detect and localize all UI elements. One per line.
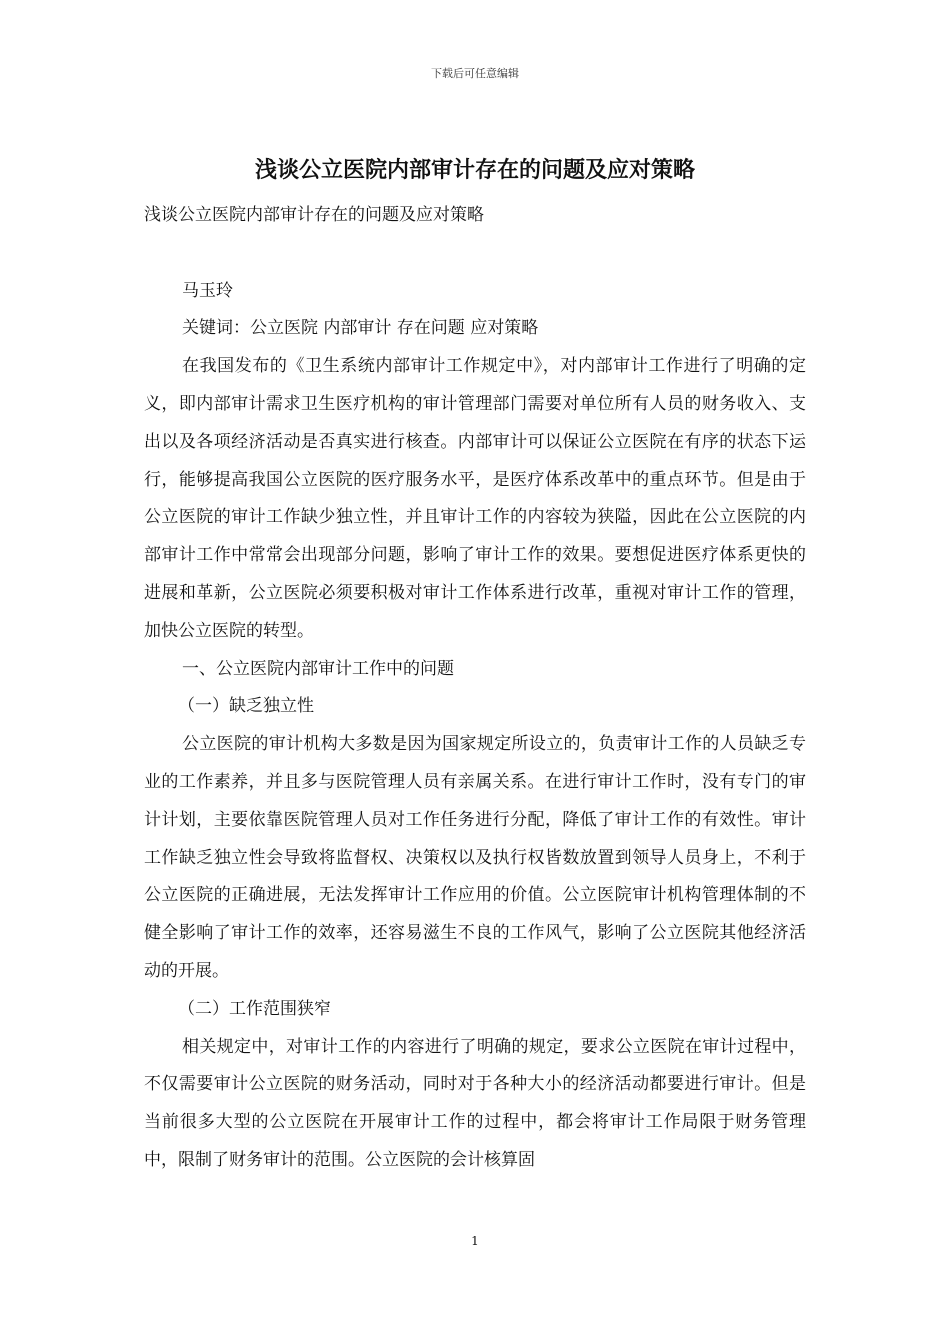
subsection-heading-2: （二）工作范围狭窄 [178, 998, 331, 1019]
intro-paragraph: 在我国发布的《卫生系统内部审计工作规定中》，对内部审计工作进行了明确的定义，即内部审计需求卫生医疗机构的审计管理部门需要对单位所有人员的财务收入、支出以及各项经济活动是否真实进行核查。内部审计可以保证公立医院在有序的状态下运行，能够提高我国公立医院的医疗服务水平，是医疗体系改革中的重点环节。但是由于公立医院的审计工作缺少独立性，并且审计工作的内容较为狭隘，因此在公立医院的内部审计工作中常常会出现部分问题，影响了审计工作的效果。要想促进医疗体系更快的进展和革新，公立医院必须要积极对审计工作体系进行改革，重视对审计工作的管理，加快公立医院的转型。 [144, 356, 806, 641]
blank-line [144, 235, 806, 273]
page-number: 1 [471, 1234, 479, 1248]
document-body [144, 197, 806, 1180]
header-note: 下载后可任意编辑 [431, 67, 519, 80]
subsection-body-2: 相关规定中，对审计工作的内容进行了明确的规定，要求公立医院在审计过程中，不仅需要审计公立医院的财务活动，同时对于各种大小的经济活动都要进行审计。但是当前很多大型的公立医院在开展审计工作的过程中，都会将审计工作局限于财务管理中，限制了财务审计的范围。公立医院的会计核算固 [144, 1036, 806, 1170]
keywords-line: 关键词：公立医院 内部审计 存在问题 应对策略 [182, 318, 539, 339]
subsection-body-1: 公立医院的审计机构大多数是因为国家规定所设立的，负责审计工作的人员缺乏专业的工作素养，并且多与医院管理人员有亲属关系。在进行审计工作时，没有专门的审计计划，主要依靠医院管理人员对工作任务进行分配，降低了审计工作的有效性。审计工作缺乏独立性会导致将监督权、决策权以及执行权皆数放置到领导人员身上，不利于公立医院的正确进展，无法发挥审计工作应用的价值。公立医院审计机构管理体制的不健全影响了审计工作的效率，还容易滋生不良的工作风气，影响了公立医院其他经济活动的开展。 [144, 734, 806, 981]
document-subtitle: 浅谈公立医院内部审计存在的问题及应对策略 [144, 205, 484, 225]
subsection-heading-1: （一）缺乏独立性 [178, 696, 314, 717]
document-title: 浅谈公立医院内部审计存在的问题及应对策略 [254, 157, 695, 183]
author-name: 马玉玲 [182, 280, 233, 301]
section-heading-1: 一、公立医院内部审计工作中的问题 [182, 658, 454, 679]
